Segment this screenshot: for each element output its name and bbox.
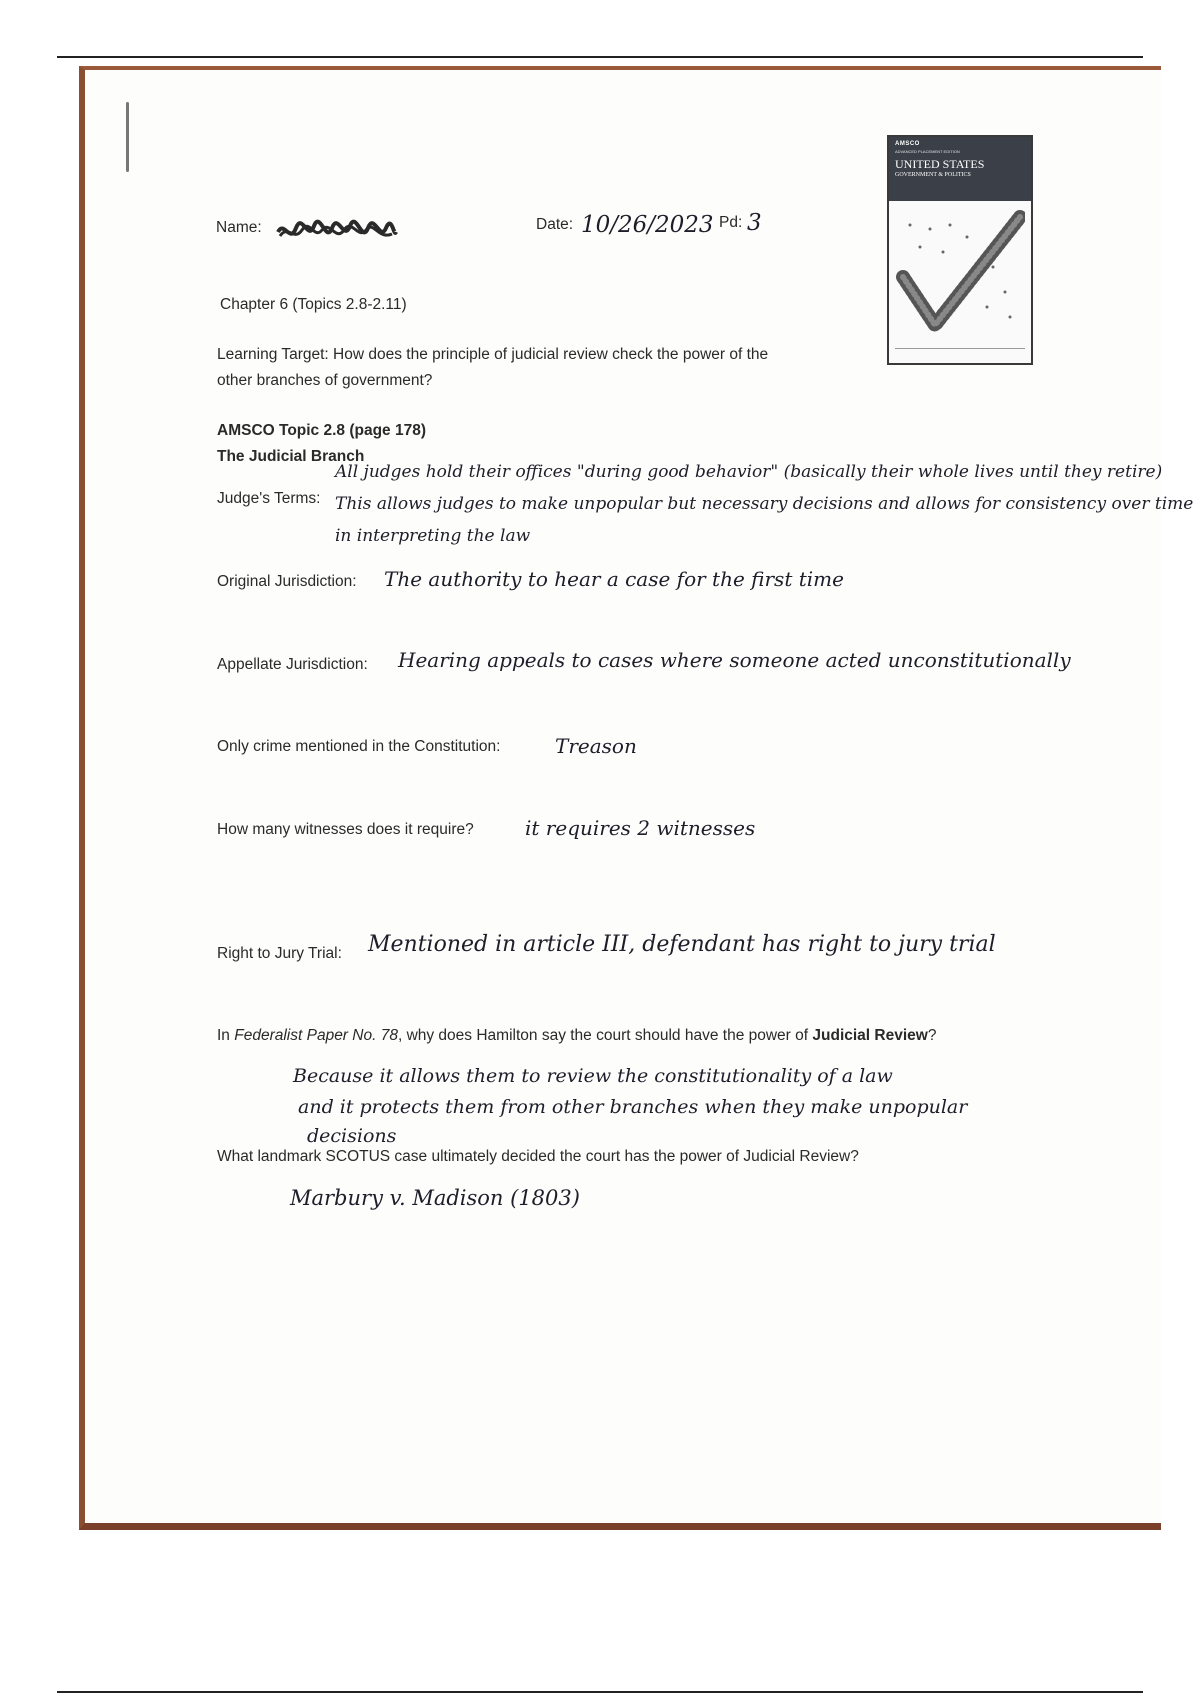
- period-value: 3: [747, 210, 762, 236]
- federalist-paper-title: Federalist Paper No. 78: [234, 1027, 398, 1044]
- appellate-jurisdiction-answer: Hearing appeals to cases where someone acted unconstitutionally: [398, 648, 1071, 672]
- only-crime-answer: Treason: [555, 734, 637, 758]
- textbook-cover-image: [887, 135, 1033, 365]
- book-title: UNITED STATES: [895, 157, 985, 171]
- witnesses-answer: it requires 2 witnesses: [525, 816, 756, 840]
- judges-terms-answer-line-1: All judges hold their offices "during good behavior" (basically their whole lives until they retire): [335, 462, 1163, 482]
- bottom-rule: [57, 1691, 1143, 1693]
- book-footer: [895, 348, 1025, 357]
- top-rule: [57, 56, 1143, 58]
- judges-terms-answer-line-3: in interpreting the law: [335, 526, 531, 546]
- learning-target-line-1: Learning Target: How does the principle of judicial review check the power of the: [217, 346, 769, 363]
- federalist-question-mid: , why does Hamilton say the court should have the power of: [397, 1027, 809, 1044]
- name-label: Name:: [216, 219, 262, 236]
- original-jurisdiction-label: Original Jurisdiction:: [217, 573, 357, 590]
- book-publisher: AMSCO: [895, 141, 920, 147]
- period-label: Pd:: [719, 214, 743, 231]
- federalist-answer-line-3: decisions: [307, 1125, 397, 1147]
- date-value: 10/26/2023: [581, 212, 714, 238]
- federalist-answer-line-2: and it protects them from other branches when they make unpopular: [298, 1096, 968, 1118]
- book-series: ADVANCED PLACEMENT EDITION: [895, 149, 960, 154]
- jury-trial-answer: Mentioned in article III, defendant has right to jury trial: [368, 932, 996, 957]
- judges-terms-label: Judge's Terms:: [217, 490, 321, 507]
- topic-heading: AMSCO Topic 2.8 (page 178): [217, 422, 427, 439]
- federalist-answer-line-1: Because it allows them to review the constitutionality of a law: [293, 1065, 893, 1087]
- scotus-answer: Marbury v. Madison (1803): [290, 1186, 580, 1210]
- section-heading: The Judicial Branch: [217, 448, 365, 465]
- federalist-question: [217, 1027, 936, 1045]
- date-label: Date:: [536, 216, 574, 233]
- scotus-question: What landmark SCOTUS case ultimately decided the court has the power of Judicial Review?: [217, 1148, 859, 1165]
- book-cover-band: [889, 137, 1031, 201]
- only-crime-label: Only crime mentioned in the Constitution:: [217, 738, 501, 755]
- jury-trial-label: Right to Jury Trial:: [217, 945, 342, 962]
- chapter-line: Chapter 6 (Topics 2.8-2.11): [220, 296, 407, 313]
- pen-mark: [126, 102, 129, 172]
- judicial-review-term: Judicial Review: [812, 1027, 928, 1044]
- federalist-question-pre: In: [217, 1027, 230, 1044]
- federalist-question-end: ?: [927, 1027, 937, 1044]
- witnesses-label: How many witnesses does it require?: [217, 821, 474, 838]
- judges-terms-answer-line-2: This allows judges to make unpopular but necessary decisions and allows for consistency over time: [335, 494, 1194, 514]
- checkmark-crowd-art: [895, 207, 1025, 337]
- book-subtitle: GOVERNMENT & POLITICS: [895, 172, 971, 178]
- learning-target-line-2: other branches of government?: [217, 372, 433, 389]
- original-jurisdiction-answer: The authority to hear a case for the first time: [384, 567, 844, 591]
- appellate-jurisdiction-label: Appellate Jurisdiction:: [217, 656, 368, 673]
- redacted-name-scribble: [274, 216, 398, 246]
